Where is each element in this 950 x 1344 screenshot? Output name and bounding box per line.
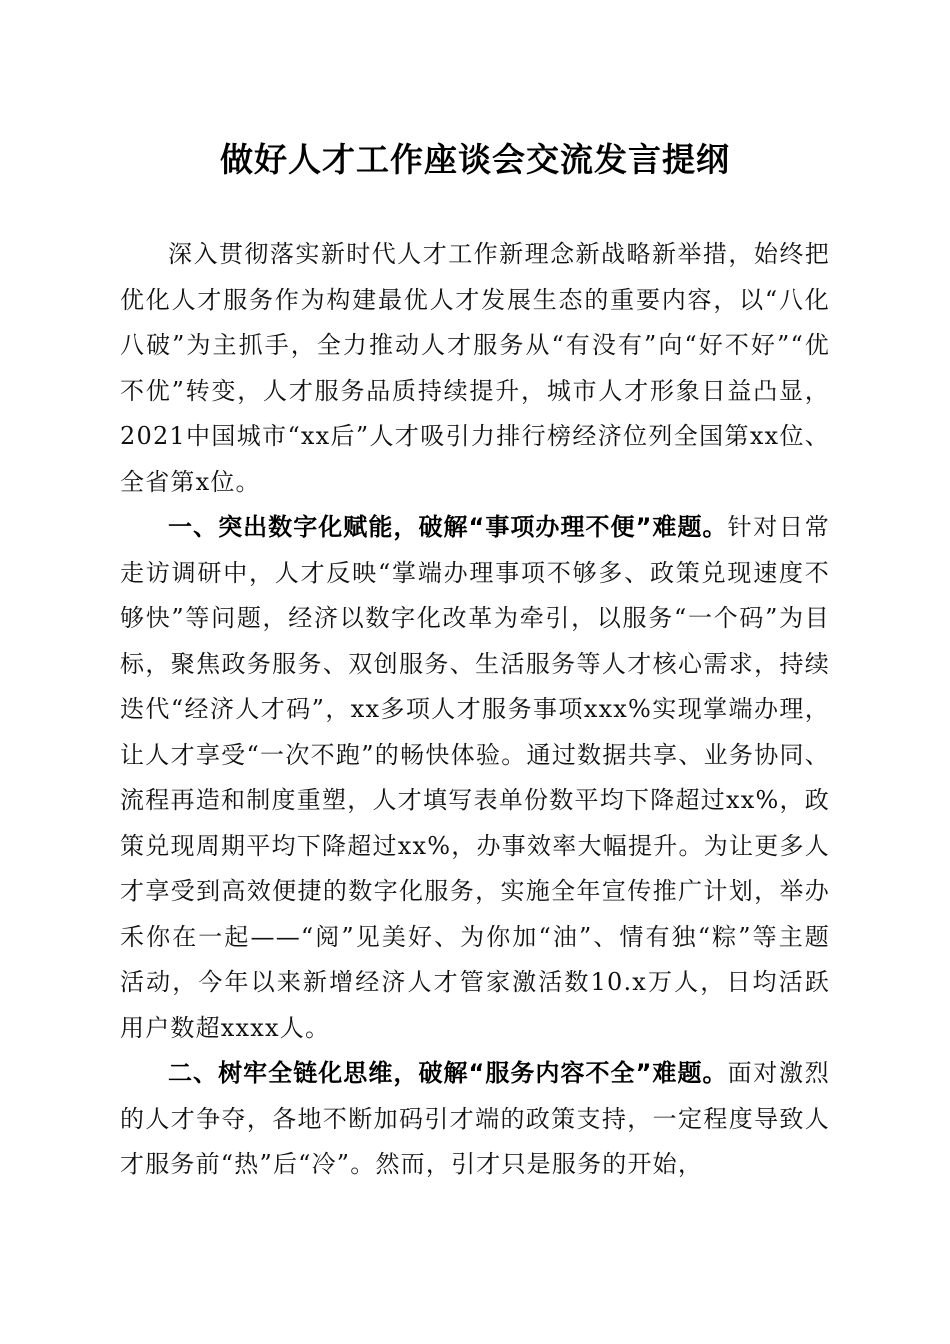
section-two-paragraph bbox=[120, 1051, 830, 1188]
section-two-heading: 二、树牢全链化思维，破解“服务内容不全”难题。 bbox=[168, 1059, 728, 1087]
section-one-text: 针对日常走访调研中，人才反映“掌端办理事项不够多、政策兑现速度不够快”等问题，经济以数字化改革为牵引，以服务“一个码”为目标，聚焦政务服务、双创服务、生活服务等人才核心需求，持续迭代“经济人才码”，xx多项人才服务事项xxx%实现掌端办理，让人才享受“一次不跑”的畅快体验。通过数据共享、业务协同、流程再造和制度重塑，人才填写表单份数平均下降超过xx%，政策兑现周期平均下降超过xx%，办事效率大幅提升。为让更多人才享受到高效便捷的数字化服务，实施全年宣传推广计划，举办禾你在一起——“阅”见美好、为你加“油”、情有独“粽”等主题活动，今年以来新增经济人才管家激活数10.x万人，日均活跃用户数超xxxx人。 bbox=[120, 513, 830, 1042]
intro-paragraph bbox=[120, 232, 830, 505]
section-two-text: 面对激烈的人才争夺，各地不断加码引才端的政策支持，一定程度导致人才服务前“热”后“冷”。然而，引才只是服务的开始， bbox=[120, 1059, 830, 1178]
section-one-paragraph bbox=[120, 505, 830, 1051]
document-title: 做好人才工作座谈会交流发言提纲 bbox=[220, 140, 730, 179]
intro-paragraph-text: 深入贯彻落实新时代人才工作新理念新战略新举措，始终把优化人才服务作为构建最优人才发展生态的重要内容，以“八化八破”为主抓手，全力推动人才服务从“有没有”向“好不好”“优不优”转变，人才服务品质持续提升，城市人才形象日益凸显，2021中国城市“xx后”人才吸引力排行榜经济位列全国第xx位、全省第x位。 bbox=[120, 240, 830, 496]
document-body bbox=[120, 232, 830, 1188]
section-one-heading: 一、突出数字化赋能，破解“事项办理不便”难题。 bbox=[168, 513, 728, 541]
